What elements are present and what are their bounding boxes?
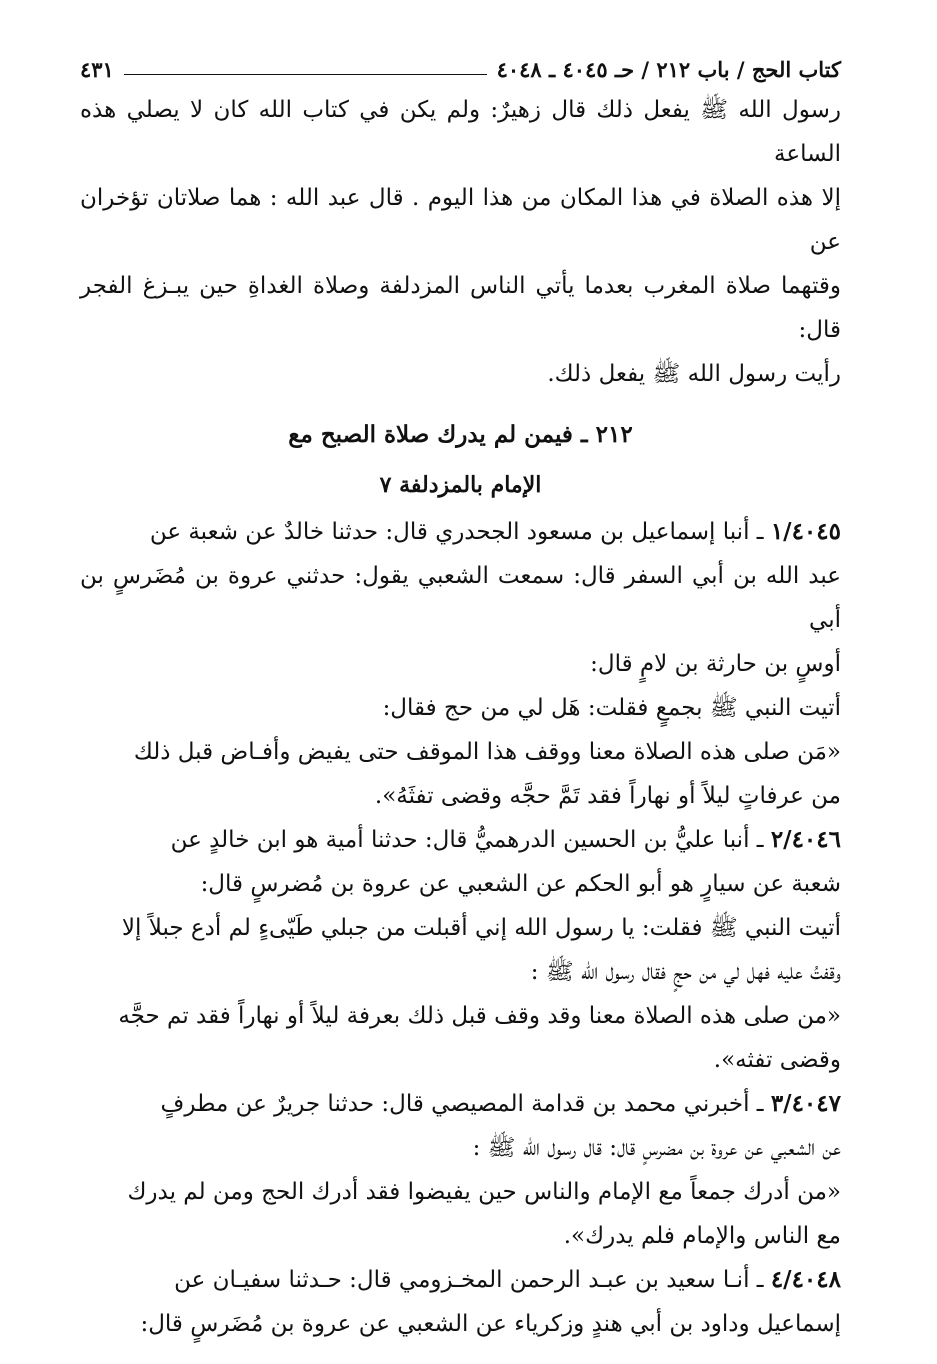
hadith-number: ٢/٤٠٤٦ (770, 826, 841, 853)
hadith-4047 (80, 1082, 841, 1258)
intro-line: رأيت رسول الله ﷺ يفعل ذلك. (547, 361, 841, 387)
hadith-isnad-line: عبد الله بن أبي السفر قال: سمعت الشعبي يقول: حدثني عروة بن مُضَرسٍ بن أبي (80, 563, 841, 633)
hadith-isnad-line: ١/٤٠٤٥ ـ أنبا إسماعيل بن مسعود الجحدري قال: حدثنا خالدٌ عن شعبة عن (149, 518, 841, 545)
intro-line: رسول الله ﷺ يفعل ذلك قال زهيرٌ: ولم يكن في كتاب الله كان لا يصلي هذه الساعة (80, 97, 841, 167)
hadith-text-line: «من صلى هذه الصلاة معنا وقد وقف قبل ذلك بعرفة ليلاً أو نهاراً فقد تم حجَّه (118, 1003, 841, 1029)
hadith-text-line: «مَن صلى هذه الصلاة معنا ووقف هذا الموقف حتى يفيض وأفـاض قبل ذلك (133, 739, 841, 765)
chapter-heading (80, 410, 841, 510)
running-header-title: كتاب الحج / باب ٢١٢ / حـ ٤٠٤٥ ـ ٤٠٤٨ (496, 57, 841, 82)
book-page (80, 52, 841, 1346)
hadith-text-line: وقفتُ عليه فهل لي من حجٍ فقال رسول الله ﷺ : (530, 959, 841, 985)
hadith-text-line: أتيت النبي ﷺ بجمعٍ فقلت: هَل لي من حج فقال: (382, 695, 841, 721)
hadith-isnad-line: أوسٍ بن حارثة بن لامٍ قال: (590, 651, 841, 677)
page-number: ٤٣١ (80, 57, 114, 82)
hadith-isnad-line: ٣/٤٠٤٧ ـ أخبرني محمد بن قدامة المصيصي قال: حدثنا جريرٌ عن مطرفٍ (160, 1090, 841, 1117)
intro-line: وقتهما صلاة المغرب بعدما يأتي الناس المزدلفة وصلاة الغداةِ حين يبـزغ الفجر قال: (80, 273, 841, 343)
header-rule (124, 74, 487, 75)
hadith-number: ١/٤٠٤٥ (770, 518, 841, 545)
intro-line: إلا هذه الصلاة في هذا المكان من هذا اليوم . قال عبد الله : هما صلاتان تؤخران عن (80, 185, 841, 255)
hadith-isnad-line: إسماعيل وداود بن أبي هندٍ وزكرياء عن الشعبي عن عروة بن مُضَرسٍ قال: (140, 1311, 841, 1337)
hadith-text-line: «من أدرك جمعاً مع الإمام والناس حين يفيضوا فقد أدرك الحج ومن لم يدرك (127, 1179, 841, 1205)
hadith-4045 (80, 510, 841, 818)
hadith-isnad-line: عن الشعبي عن عروة بن مضرسٍ قال: قال رسول الله ﷺ : (472, 1135, 841, 1161)
hadith-text-line: مع الناس والإمام فلم يدرك». (563, 1223, 841, 1249)
hadith-4046 (80, 818, 841, 1082)
running-header (80, 52, 841, 88)
hadith-isnad-line: ٢/٤٠٤٦ ـ أنبا عليُّ بن الحسين الدرهميُّ قال: حدثنا أمية هو ابن خالدٍ عن (170, 826, 841, 853)
hadith-isnad-line: ٤/٤٠٤٨ ـ أنـا سعيد بن عبـد الرحمن المخـزومي قال: حـدثنا سفيـان عن (174, 1266, 841, 1293)
chapter-title-line-1: ٢١٢ ـ فيمن لم يدرك صلاة الصبح مع (288, 421, 633, 448)
hadith-4048 (80, 1258, 841, 1346)
hadith-text-line: وقضى تفثه». (713, 1047, 841, 1073)
hadith-text-line: من عرفاتٍ ليلاً أو نهاراً فقد تَمَّ حجَّه وقضى تفثَهُ». (374, 783, 841, 809)
intro-paragraph (80, 88, 841, 396)
hadith-text-line: أتيت النبي ﷺ فقلت: يا رسول الله إني أقبلت من جبلي طَيّىءٍ لم أدع جبلاً إلا (121, 915, 841, 941)
hadith-number: ٣/٤٠٤٧ (770, 1090, 841, 1117)
chapter-title-line-2: الإمام بالمزدلفة ٧ (379, 472, 542, 498)
hadith-number: ٤/٤٠٤٨ (770, 1266, 841, 1293)
hadith-isnad-line: شعبة عن سيارٍ هو أبو الحكم عن الشعبي عن عروة بن مُضرسٍ قال: (200, 871, 841, 897)
